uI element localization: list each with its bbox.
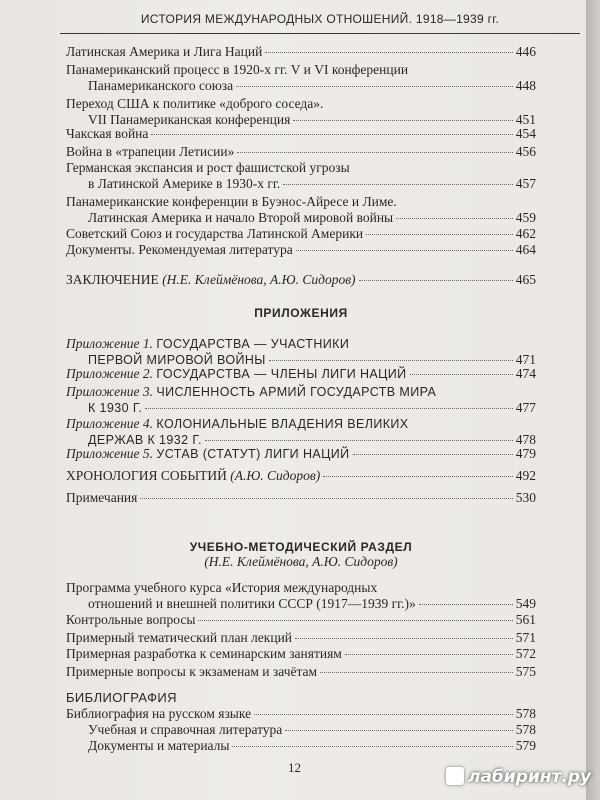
bibliography-entry: Документы и материалы 579 (88, 738, 536, 753)
toc-conclusion: ЗАКЛЮЧЕНИЕ (Н.Е. Клеймёнова, А.Ю. Сидоров) 465 (66, 272, 536, 287)
appendix-entry: Приложение 4. КОЛОНИАЛЬНЫЕ ВЛАДЕНИЯ ВЕЛИКИХ ДЕРЖАВ К 1932 Г. 478 (66, 416, 536, 447)
toc-entry: Германская экспансия и рост фашистской угрозы в Латинской Америке в 1930-х гг. 457 (66, 160, 536, 191)
bibliography-entry: Библиография на русском языке 578 (66, 706, 536, 721)
toc-entry: Чакская война 454 (66, 126, 536, 141)
toc-notes: Примечания 530 (66, 490, 536, 505)
appendix-entry: Приложение 2. ГОСУДАРСТВА — ЧЛЕНЫ ЛИГИ НАЦИЙ 474 (66, 366, 536, 381)
toc-entry: Война в «трапеции Летисии» 456 (66, 144, 536, 159)
toc-entry: Панамериканские конференции в Буэнос-Айресе и Лиме. Латинская Америка и начало Второй мировой войны 459 (66, 194, 536, 225)
bibliography-entry: Учебная и справочная литература 578 (88, 722, 536, 737)
toc-entry: Латинская Америка и Лига Наций 446 (66, 44, 536, 59)
method-entry: Примерный тематический план лекций 571 (66, 630, 536, 645)
method-section-authors: (Н.Е. Клеймёнова, А.Ю. Сидоров) (204, 554, 398, 569)
watermark-logo (446, 760, 596, 794)
appendices-title: ПРИЛОЖЕНИЯ (254, 306, 348, 320)
method-program-entry: Программа учебного курса «История международных отношений и внешней политики СССР (1917—1939 гг.)» 549 (66, 580, 536, 611)
page-number: 12 (288, 760, 301, 775)
appendix-entry: Приложение 1. ГОСУДАРСТВА — УЧАСТНИКИ ПЕРВОЙ МИРОВОЙ ВОЙНЫ 471 (66, 336, 536, 367)
toc-entry: Переход США к политике «доброго соседа». VII Панамериканская конференция 451 (66, 96, 536, 127)
toc-chronology: ХРОНОЛОГИЯ СОБЫТИЙ (А.Ю. Сидоров) 492 (66, 468, 536, 483)
method-entry: Примерная разработка к семинарским занятиям 572 (66, 646, 536, 661)
watermark-text: лабиринт.ру (468, 767, 592, 787)
adjacent-page-edge (586, 0, 600, 800)
appendix-entry: Приложение 3. ЧИСЛЕННОСТЬ АРМИЙ ГОСУДАРСТВ МИРА К 1930 Г. 477 (66, 384, 536, 415)
toc-entry: Панамериканский процесс в 1920-х гг. V и VI конференции Панамериканского союза 448 (66, 62, 536, 93)
toc-entry: Советский Союз и государства Латинской Америки 462 (66, 226, 536, 241)
method-entry: Контрольные вопросы 561 (66, 612, 536, 627)
method-entry: Примерные вопросы к экзаменам и зачётам 575 (66, 664, 536, 679)
method-section-title: УЧЕБНО-МЕТОДИЧЕСКИЙ РАЗДЕЛ (189, 540, 413, 554)
toc-entry: Документы. Рекомендуемая литература 464 (66, 242, 536, 257)
bibliography-title: БИБЛИОГРАФИЯ (66, 690, 177, 705)
appendix-entry: Приложение 5. УСТАВ (СТАТУТ) ЛИГИ НАЦИЙ 479 (66, 446, 536, 461)
running-header: ИСТОРИЯ МЕЖДУНАРОДНЫХ ОТНОШЕНИЙ. 1918—1939 гг. (60, 7, 580, 34)
labirint-logo-icon (446, 767, 464, 785)
